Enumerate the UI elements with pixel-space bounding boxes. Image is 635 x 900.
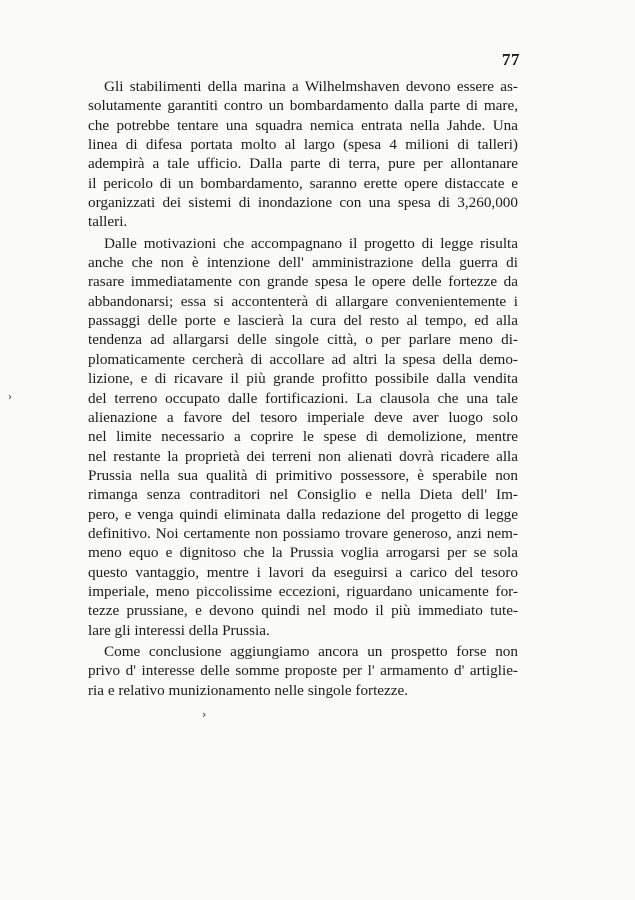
text-line: tezze prussiane, e devono quindi nel modo il più immediato tute- xyxy=(88,602,518,620)
text-line: rimanga senza contraditori nel Consiglio e nella Dieta dell' Im- xyxy=(88,486,518,504)
text-line: ria e relativo munizionamento nelle singole fortezze. xyxy=(88,681,409,699)
text-line: solutamente garantiti contro un bombardamento dalla parte di mare, xyxy=(88,97,518,115)
text-line: talleri. xyxy=(88,213,128,231)
text-line: adempirà a tale ufficio. Dalla parte di terra, pure per allontanare xyxy=(88,155,518,173)
paragraph-1 xyxy=(88,77,518,232)
text-line: meno equo e dignitoso che la Prussia voglia arrogarsi per se sola xyxy=(88,544,518,562)
text-line: imperiale, meno piccolissime eccezioni, riguardano unicamente for- xyxy=(88,582,518,600)
text-line: alienazione a favore del tesoro imperiale deve aver luogo solo xyxy=(88,408,518,426)
text-line: rasare immediatamente con grande spesa le opere delle fortezze da xyxy=(88,273,518,291)
text-line: lizione, e di ricavare il più grande profitto possibile dalla vendita xyxy=(88,370,518,388)
text-line: nel restante la proprietà dei terreni non alienati dovrà ricadere alla xyxy=(88,447,518,465)
text-line: linea di difesa portata molto al largo (spesa 4 milioni di talleri) xyxy=(88,136,518,154)
scan-speck-bottom: › xyxy=(202,708,207,721)
text-line: Come conclusione aggiungiamo ancora un prospetto forse non xyxy=(104,642,518,660)
text-line: questo vantaggio, mentre i lavori da eseguirsi a carico del tesoro xyxy=(88,563,518,581)
text-line: lare gli interessi della Prussia. xyxy=(88,621,270,639)
text-line: abbandonarsi; essa si accontenterà di allargare convenientemente i xyxy=(88,292,518,310)
text-line: Dalle motivazioni che accompagnano il progetto di legge risulta xyxy=(104,234,518,252)
text-line: tendenza ad allargarsi delle singole città, o per parlare meno di- xyxy=(88,331,518,349)
text-line: il pericolo di un bombardamento, saranno erette opere distaccate e xyxy=(88,174,518,192)
text-line: organizzati dei sistemi di inondazione con una spesa di 3,260,000 xyxy=(88,194,518,212)
text-line: definitivo. Noi certamente non possiamo trovare generoso, anzi nem- xyxy=(88,524,518,542)
text-line: anche che non è intenzione dell' amministrazione della guerra di xyxy=(88,254,518,272)
text-line: del terreno occupato dalle fortificazioni. La clausola che una tale xyxy=(88,389,518,407)
body-text xyxy=(88,77,518,700)
text-line: plomaticamente cercherà di accollare ad altri la spesa della demo- xyxy=(88,350,518,368)
text-line: passaggi delle porte e lascierà la cura del resto al tempo, ed alla xyxy=(88,312,518,330)
text-line: pero, e venga quindi eliminata dalla redazione del progetto di legge xyxy=(88,505,518,523)
page-number: 77 xyxy=(502,50,520,69)
text-line: che potrebbe tentare una squadra nemica entrata nella Jahde. Una xyxy=(88,116,518,134)
text-line: nel limite necessario a coprire le spese di demolizione, mentre xyxy=(88,428,518,446)
paragraph-2 xyxy=(88,234,518,640)
text-line: Gli stabilimenti della marina a Wilhelmshaven devono essere as- xyxy=(104,78,518,95)
paragraph-3 xyxy=(88,642,518,700)
text-line: privo d' interesse delle somme proposte per l' armamento d' artiglie- xyxy=(88,662,518,680)
scan-speck-left: › xyxy=(8,392,12,403)
text-line: Prussia nella sua qualità di primitivo possessore, è sperabile non xyxy=(88,466,518,484)
